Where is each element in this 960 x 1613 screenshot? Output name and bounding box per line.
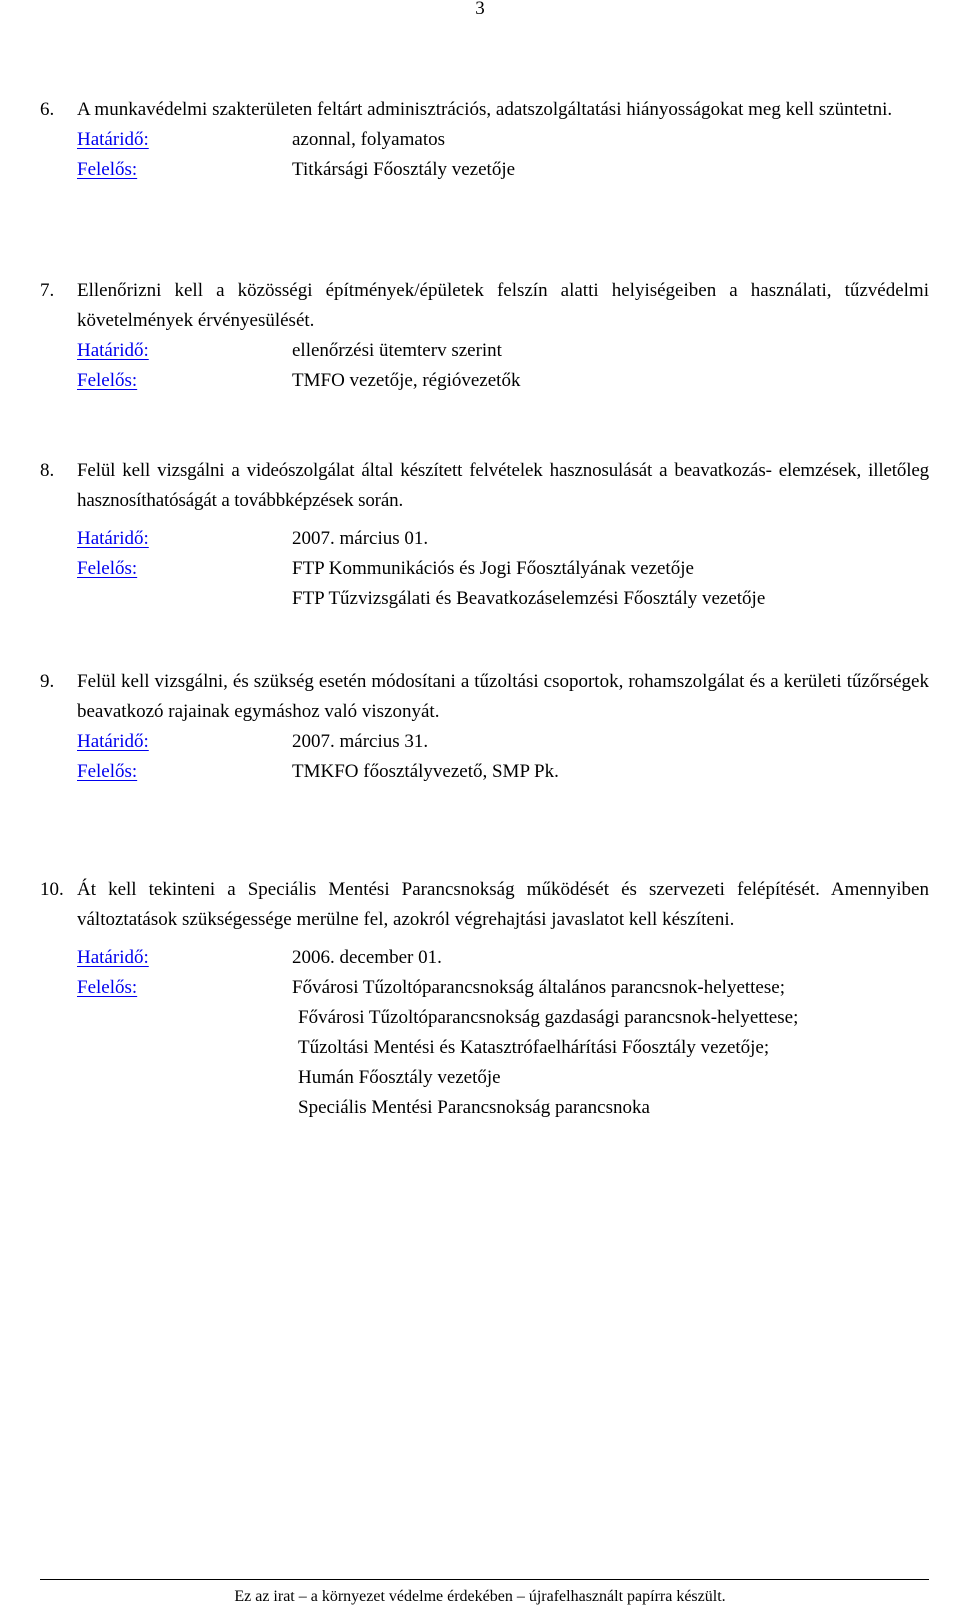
item-text: Át kell tekinteni a Speciális Mentési Parancsnokság működését és szervezeti felépítését. Amennyiben változtatások szükségessége merülne fel, azokról végrehajtási javaslatot kell készíteni. (77, 879, 929, 930)
responsible-value-extra: Speciális Mentési Parancsnokság parancsnoka (298, 1097, 650, 1118)
item-text: Ellenőrizni kell a közösségi építmények/épületek felszín alatti helyiségeiben a használati, tűzvédelmi követelmények érvényesülését. (77, 280, 929, 331)
deadline-label: Határidő: (77, 947, 149, 968)
responsible-value: FTP Kommunikációs és Jogi Főosztályának vezetője (292, 558, 694, 579)
deadline-value: azonnal, folyamatos (292, 129, 446, 150)
responsible-value: Titkársági Főosztály vezetője (292, 159, 516, 180)
responsible-row (77, 757, 929, 787)
deadline-value: 2006. december 01. (292, 947, 442, 968)
deadline-label: Határidő: (77, 528, 149, 549)
item-paragraph (40, 276, 929, 336)
item-paragraph (40, 95, 929, 125)
responsible-row (77, 973, 929, 1003)
deadline-row (77, 727, 929, 757)
deadline-row (77, 943, 929, 973)
deadline-row (77, 336, 929, 366)
responsible-row-extra (77, 584, 929, 614)
page-number: 3 (475, 0, 485, 19)
deadline-row (77, 524, 929, 554)
responsible-label: Felelős: (77, 159, 138, 180)
item-paragraph (40, 456, 929, 516)
responsible-value: TMKFO főosztályvezető, SMP Pk. (292, 761, 559, 782)
responsible-row (77, 554, 929, 584)
responsible-label: Felelős: (77, 761, 138, 782)
responsible-value-extra: Humán Főosztály vezetője (298, 1067, 501, 1088)
responsible-row (77, 155, 929, 185)
deadline-row (77, 125, 929, 155)
deadline-label: Határidő: (77, 340, 149, 361)
item-text: Felül kell vizsgálni, és szükség esetén módosítani a tűzoltási csoportok, rohamszolgálat és a kerületi tűzőrségek beavatkozó rajainak egymáshoz való viszonyát. (77, 671, 929, 722)
responsible-label: Felelős: (77, 977, 138, 998)
item-number: 7. (40, 280, 55, 301)
item-text: A munkavédelmi szakterületen feltárt adminisztrációs, adatszolgáltatási hiányosságokat meg kell szüntetni. (77, 99, 893, 120)
responsible-value-extra: Fővárosi Tűzoltóparancsnokság gazdasági parancsnok-helyettese; (298, 1007, 799, 1028)
deadline-label: Határidő: (77, 129, 149, 150)
item-text: Felül kell vizsgálni a videószolgálat által készített felvételek hasznosulását a beavatkozás- elemzések, illetőleg hasznosíthatóságát a továbbképzések során. (77, 460, 929, 511)
list-item-7 (40, 276, 929, 396)
list-item-9 (40, 667, 929, 787)
footer-divider (40, 1579, 929, 1580)
list-item-10 (40, 875, 929, 1123)
deadline-value: 2007. március 31. (292, 731, 429, 752)
deadline-label: Határidő: (77, 731, 149, 752)
responsible-row (77, 366, 929, 396)
list-item-8 (40, 456, 929, 614)
list-item-6 (40, 95, 929, 185)
item-number: 6. (40, 99, 55, 120)
responsible-value-extra: Tűzoltási Mentési és Katasztrófaelhárítási Főosztály vezetője; (298, 1037, 770, 1058)
item-number: 10. (40, 879, 64, 900)
deadline-value: ellenőrzési ütemterv szerint (292, 340, 502, 361)
responsible-label: Felelős: (77, 370, 138, 391)
responsible-value: Fővárosi Tűzoltóparancsnokság általános parancsnok-helyettese; (292, 977, 785, 998)
responsible-value: FTP Tűzvizsgálati és Beavatkozáselemzési Főosztály vezetője (292, 588, 766, 609)
item-number: 9. (40, 671, 55, 692)
responsible-value: TMFO vezetője, régióvezetők (292, 370, 521, 391)
responsible-label: Felelős: (77, 558, 138, 579)
item-number: 8. (40, 460, 55, 481)
deadline-value: 2007. március 01. (292, 528, 429, 549)
item-paragraph (40, 667, 929, 727)
item-paragraph (40, 875, 929, 935)
footer-note: Ez az irat – a környezet védelme érdekében – újrafelhasznált papírra készült. (234, 1588, 726, 1605)
